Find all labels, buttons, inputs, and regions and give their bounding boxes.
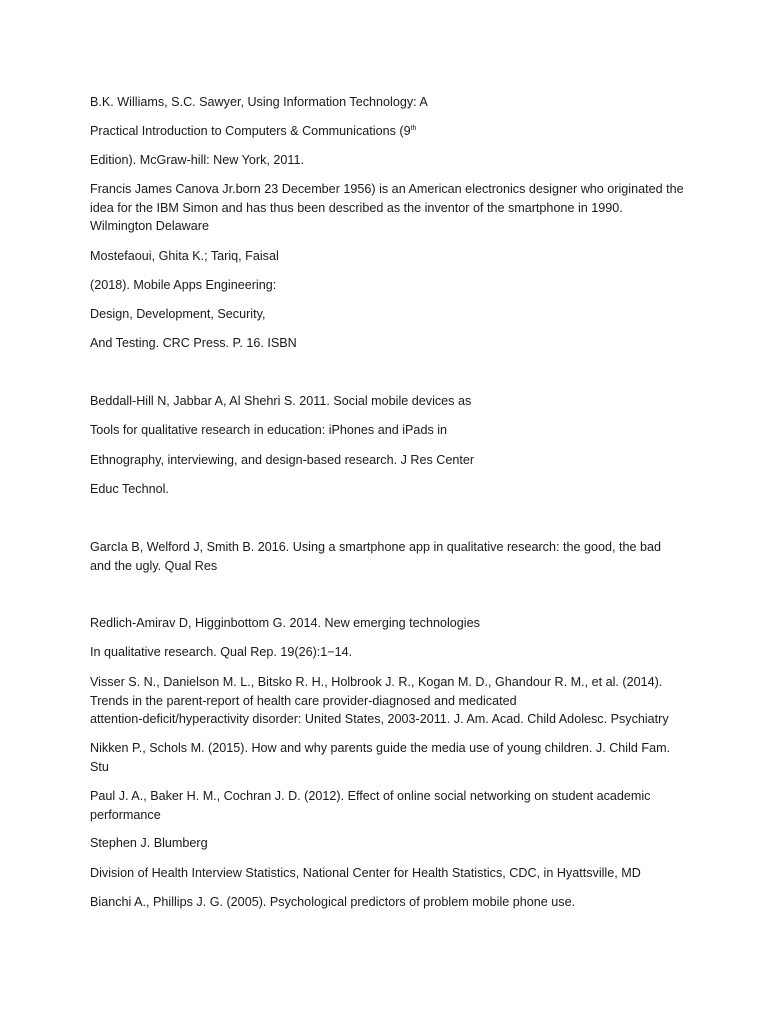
text-line: Nikken P., Schols M. (2015). How and why parents guide the media use of young children. J. Child Fam. [90, 741, 671, 755]
text-run: Practical Introduction to Computers & Communications (9 [90, 124, 411, 138]
text-line: Edition). McGraw-hill: New York, 2011. [90, 153, 304, 167]
text-line: Wilmington Delaware [90, 219, 209, 233]
text-line: In qualitative research. Qual Rep. 19(26):1−14. [90, 645, 353, 659]
text-line: Mostefaoui, Ghita K.; Tariq, Faisal [90, 249, 279, 263]
superscript: th [410, 124, 417, 132]
text-line: Bianchi A., Phillips J. G. (2005). Psychological predictors of problem mobile phone use. [90, 895, 576, 909]
reference-nikken [90, 739, 690, 776]
text-line: Ethnography, interviewing, and design-based research. J Res Center [90, 453, 475, 467]
reference-paul [90, 787, 690, 824]
text-line: Design, Development, Security, [90, 307, 266, 321]
text-line: Visser S. N., Danielson M. L., Bitsko R. H., Holbrook J. R., Kogan M. D., Ghandour R. M., et al. (2014). [90, 675, 663, 689]
reference-williams-line-2 [90, 122, 690, 141]
reference-blumberg [90, 834, 690, 853]
reference-garcia [90, 538, 690, 575]
reference-williams-line-1 [90, 93, 690, 112]
text-line: Paul J. A., Baker H. M., Cochran J. D. (2012). Effect of online social networking on student academic [90, 789, 651, 803]
reference-mostefaoui-line-2 [90, 276, 690, 295]
reference-williams-line-3 [90, 151, 690, 170]
text-line: Francis James Canova Jr.born 23 December 1956) is an American electronics designer who originated the [90, 182, 684, 196]
reference-nchs [90, 864, 690, 883]
reference-canova [90, 180, 690, 236]
text-line: and the ugly. Qual Res [90, 558, 218, 573]
text-line: GarcIa B, Welford J, Smith B. 2016. Using a smartphone app in qualitative research: the good, the bad [90, 540, 662, 554]
reference-beddall-line-4 [90, 480, 690, 499]
text-line: Trends in the parent-report of health care provider-diagnosed and medicated [90, 693, 517, 708]
reference-bianchi [90, 893, 690, 912]
reference-mostefaoui-line-3 [90, 305, 690, 324]
reference-redlich-line-2 [90, 643, 690, 662]
reference-beddall-line-3 [90, 451, 690, 470]
text-line: Tools for qualitative research in education: iPhones and iPads in [90, 423, 448, 437]
reference-beddall-line-2 [90, 421, 690, 440]
text-line: Educ Technol. [90, 482, 169, 496]
text-line: attention-deficit/hyperactivity disorder: United States, 2003-2011. J. Am. Acad. Child Adolesc. Psychiatry [90, 712, 669, 726]
reference-beddall-line-1 [90, 392, 690, 411]
text-line: Beddall-Hill N, Jabbar A, Al Shehri S. 2011. Social mobile devices as [90, 394, 472, 408]
text-line: Stephen J. Blumberg [90, 836, 208, 850]
text-line [90, 122, 690, 141]
text-line: Redlich-Amirav D, Higginbottom G. 2014. New emerging technologies [90, 616, 480, 630]
text-line: And Testing. CRC Press. P. 16. ISBN [90, 336, 297, 350]
reference-redlich-line-1 [90, 614, 690, 633]
reference-mostefaoui-line-4 [90, 334, 690, 353]
text-line: Division of Health Interview Statistics, National Center for Health Statistics, CDC, in Hyattsville, MD [90, 866, 641, 880]
text-line: idea for the IBM Simon and has thus been described as the inventor of the smartphone in 1990. [90, 200, 623, 215]
text-line: B.K. Williams, S.C. Sawyer, Using Information Technology: A [90, 95, 428, 109]
text-line: Stu [90, 759, 109, 774]
text-line: performance [90, 807, 161, 822]
reference-mostefaoui-line-1 [90, 247, 690, 266]
text-line: (2018). Mobile Apps Engineering: [90, 278, 277, 292]
reference-visser [90, 673, 690, 729]
